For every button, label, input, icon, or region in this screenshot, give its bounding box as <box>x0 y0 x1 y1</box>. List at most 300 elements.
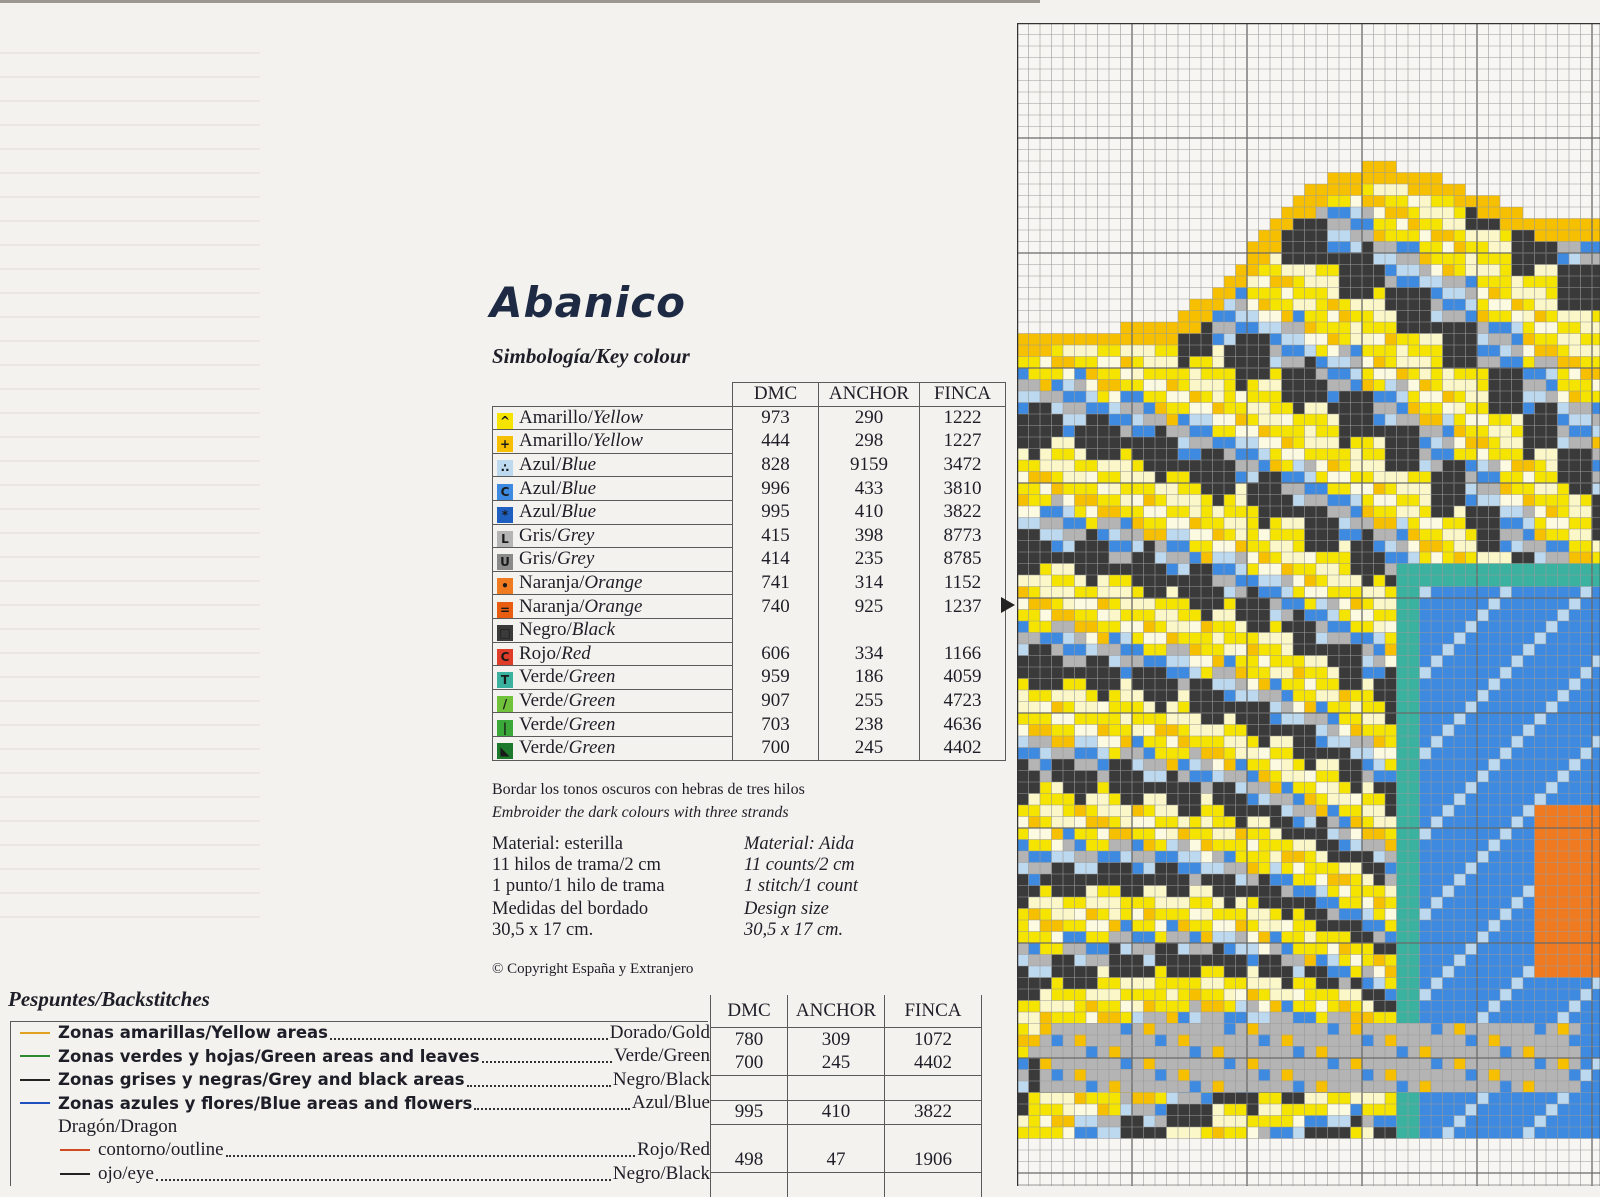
chart-stitch <box>1535 932 1547 944</box>
chart-stitch <box>1569 483 1581 495</box>
chart-stitch <box>1155 943 1167 955</box>
chart-stitch <box>1282 207 1294 219</box>
chart-stitch <box>1466 529 1478 541</box>
chart-stitch <box>1408 1127 1420 1139</box>
chart-stitch <box>1063 897 1075 909</box>
chart-stitch <box>1270 230 1282 242</box>
chart-stitch <box>1063 656 1075 668</box>
chart-stitch <box>1431 1001 1443 1013</box>
chart-stitch <box>1305 794 1317 806</box>
chart-stitch <box>1190 541 1202 553</box>
chart-stitch <box>1362 184 1374 196</box>
chart-stitch <box>1408 690 1420 702</box>
chart-stitch <box>1144 1104 1156 1116</box>
chart-stitch <box>1397 748 1409 760</box>
chart-stitch <box>1236 966 1248 978</box>
chart-stitch <box>1569 1127 1581 1139</box>
chart-stitch <box>1489 311 1501 323</box>
chart-stitch <box>1328 426 1340 438</box>
chart-stitch <box>1546 874 1558 886</box>
chart-stitch <box>1109 483 1121 495</box>
chart-stitch <box>1489 575 1501 587</box>
chart-stitch <box>1305 656 1317 668</box>
chart-stitch <box>1236 564 1248 576</box>
chart-stitch <box>1305 587 1317 599</box>
chart-stitch <box>1017 897 1029 909</box>
chart-stitch <box>1029 989 1041 1001</box>
anchor-value: 410 <box>819 500 920 524</box>
chart-stitch <box>1328 886 1340 898</box>
chart-stitch <box>1512 1116 1524 1128</box>
chart-stitch <box>1535 518 1547 530</box>
chart-stitch <box>1121 1093 1133 1105</box>
chart-stitch <box>1075 575 1087 587</box>
chart-stitch <box>1339 759 1351 771</box>
chart-stitch <box>1454 495 1466 507</box>
chart-stitch <box>1328 230 1340 242</box>
chart-stitch <box>1351 529 1363 541</box>
chart-stitch <box>1477 794 1489 806</box>
chart-stitch <box>1512 932 1524 944</box>
chart-stitch <box>1362 817 1374 829</box>
chart-stitch <box>1017 794 1029 806</box>
chart-stitch <box>1305 989 1317 1001</box>
chart-stitch <box>1443 978 1455 990</box>
chart-stitch <box>1397 1012 1409 1024</box>
chart-stitch <box>1374 828 1386 840</box>
chart-stitch <box>1236 495 1248 507</box>
chart-stitch <box>1190 633 1202 645</box>
chart-stitch <box>1109 759 1121 771</box>
key-row <box>493 548 1006 572</box>
chart-stitch <box>1420 794 1432 806</box>
chart-stitch <box>1339 587 1351 599</box>
chart-stitch <box>1328 449 1340 461</box>
chart-stitch <box>1339 196 1351 208</box>
chart-stitch <box>1282 1058 1294 1070</box>
chart-stitch <box>1282 1035 1294 1047</box>
chart-stitch <box>1224 460 1236 472</box>
chart-stitch <box>1293 874 1305 886</box>
chart-stitch <box>1213 437 1225 449</box>
chart-stitch <box>1190 978 1202 990</box>
chart-stitch <box>1144 391 1156 403</box>
chart-stitch <box>1259 713 1271 725</box>
chart-stitch <box>1144 863 1156 875</box>
chart-stitch <box>1466 552 1478 564</box>
chart-stitch <box>1535 966 1547 978</box>
chart-stitch <box>1351 725 1363 737</box>
chart-stitch <box>1512 253 1524 265</box>
chart-stitch <box>1535 1116 1547 1128</box>
chart-stitch <box>1224 368 1236 380</box>
chart-stitch <box>1109 587 1121 599</box>
chart-stitch <box>1512 1012 1524 1024</box>
chart-stitch <box>1155 1023 1167 1035</box>
chart-stitch <box>1397 506 1409 518</box>
chart-stitch <box>1029 345 1041 357</box>
chart-stitch <box>1109 610 1121 622</box>
chart-stitch <box>1385 1058 1397 1070</box>
backstitch-table-row <box>711 1076 982 1101</box>
chart-stitch <box>1305 759 1317 771</box>
chart-stitch <box>1270 805 1282 817</box>
chart-stitch <box>1121 909 1133 921</box>
chart-stitch <box>1201 725 1213 737</box>
chart-stitch <box>1339 1012 1351 1024</box>
chart-stitch <box>1305 575 1317 587</box>
chart-stitch <box>1374 230 1386 242</box>
chart-stitch <box>1121 633 1133 645</box>
chart-stitch <box>1535 748 1547 760</box>
chart-stitch <box>1546 322 1558 334</box>
chart-stitch <box>1443 621 1455 633</box>
anchor-value: 9159 <box>819 453 920 477</box>
chart-stitch <box>1236 644 1248 656</box>
chart-stitch <box>1466 851 1478 863</box>
chart-stitch <box>1351 483 1363 495</box>
chart-stitch <box>1052 817 1064 829</box>
chart-stitch <box>1178 587 1190 599</box>
chart-stitch <box>1443 817 1455 829</box>
chart-stitch <box>1569 391 1581 403</box>
chart-stitch <box>1477 357 1489 369</box>
chart-stitch <box>1144 552 1156 564</box>
chart-stitch <box>1029 587 1041 599</box>
chart-stitch <box>1270 943 1282 955</box>
chart-stitch <box>1385 874 1397 886</box>
chart-stitch <box>1236 1001 1248 1013</box>
bs-col-anchor: ANCHOR <box>788 995 885 1028</box>
chart-stitch <box>1155 644 1167 656</box>
chart-stitch <box>1535 690 1547 702</box>
chart-stitch <box>1132 1046 1144 1058</box>
chart-stitch <box>1420 207 1432 219</box>
chart-stitch <box>1052 621 1064 633</box>
chart-stitch <box>1523 483 1535 495</box>
chart-stitch <box>1293 920 1305 932</box>
chart-stitch <box>1109 368 1121 380</box>
chart-stitch <box>1569 541 1581 553</box>
chart-stitch <box>1397 518 1409 530</box>
chart-stitch <box>1270 1104 1282 1116</box>
chart-stitch <box>1374 219 1386 231</box>
chart-stitch <box>1512 414 1524 426</box>
chart-stitch <box>1328 460 1340 472</box>
chart-stitch <box>1155 621 1167 633</box>
chart-stitch <box>1397 805 1409 817</box>
chart-stitch <box>1569 460 1581 472</box>
chart-stitch <box>1362 288 1374 300</box>
color-en: Black <box>572 619 615 640</box>
chart-stitch <box>1029 506 1041 518</box>
chart-stitch <box>1592 1081 1600 1093</box>
chart-stitch <box>1523 391 1535 403</box>
chart-stitch <box>1477 909 1489 921</box>
chart-stitch <box>1443 1012 1455 1024</box>
chart-stitch <box>1247 955 1259 967</box>
chart-stitch <box>1500 713 1512 725</box>
chart-stitch <box>1144 460 1156 472</box>
chart-stitch <box>1328 265 1340 277</box>
chart-stitch <box>1282 518 1294 530</box>
chart-stitch <box>1339 1023 1351 1035</box>
chart-stitch <box>1305 564 1317 576</box>
chart-stitch <box>1316 633 1328 645</box>
chart-stitch <box>1029 391 1041 403</box>
chart-stitch <box>1132 978 1144 990</box>
chart-stitch <box>1224 840 1236 852</box>
chart-stitch <box>1213 920 1225 932</box>
chart-stitch <box>1592 1012 1600 1024</box>
chart-stitch <box>1454 265 1466 277</box>
chart-stitch <box>1224 955 1236 967</box>
chart-stitch <box>1132 932 1144 944</box>
chart-stitch <box>1282 472 1294 484</box>
chart-stitch <box>1282 943 1294 955</box>
chart-stitch <box>1305 909 1317 921</box>
chart-stitch <box>1282 955 1294 967</box>
chart-stitch <box>1144 1058 1156 1070</box>
chart-stitch <box>1362 311 1374 323</box>
chart-stitch <box>1351 782 1363 794</box>
chart-stitch <box>1190 874 1202 886</box>
chart-stitch <box>1477 472 1489 484</box>
chart-stitch <box>1420 1069 1432 1081</box>
chart-stitch <box>1040 575 1052 587</box>
chart-stitch <box>1454 219 1466 231</box>
chart-stitch <box>1466 1093 1478 1105</box>
chart-stitch <box>1017 874 1029 886</box>
chart-stitch <box>1075 506 1087 518</box>
chart-stitch <box>1305 748 1317 760</box>
chart-stitch <box>1167 978 1179 990</box>
chart-stitch <box>1328 1058 1340 1070</box>
chart-stitch <box>1339 564 1351 576</box>
chart-stitch <box>1213 633 1225 645</box>
chart-stitch <box>1339 736 1351 748</box>
chart-stitch <box>1109 748 1121 760</box>
chart-stitch <box>1500 805 1512 817</box>
chart-stitch <box>1466 207 1478 219</box>
chart-stitch <box>1546 725 1558 737</box>
chart-stitch <box>1489 713 1501 725</box>
chart-stitch <box>1017 472 1029 484</box>
chart-stitch <box>1512 587 1524 599</box>
chart-stitch <box>1086 794 1098 806</box>
chart-stitch <box>1144 518 1156 530</box>
chart-stitch <box>1500 575 1512 587</box>
chart-stitch <box>1098 943 1110 955</box>
chart-stitch <box>1454 736 1466 748</box>
chart-stitch <box>1155 989 1167 1001</box>
chart-stitch <box>1477 851 1489 863</box>
chart-stitch <box>1167 702 1179 714</box>
chart-stitch <box>1098 541 1110 553</box>
chart-stitch <box>1213 621 1225 633</box>
chart-stitch <box>1293 633 1305 645</box>
chart-stitch <box>1213 1001 1225 1013</box>
chart-stitch <box>1523 1001 1535 1013</box>
chart-stitch <box>1213 897 1225 909</box>
chart-stitch <box>1351 1116 1363 1128</box>
chart-stitch <box>1098 506 1110 518</box>
chart-stitch <box>1592 1070 1600 1082</box>
chart-stitch <box>1351 564 1363 576</box>
chart-stitch <box>1293 748 1305 760</box>
color-es: Naranja <box>519 572 579 593</box>
chart-stitch <box>1489 529 1501 541</box>
chart-stitch <box>1247 460 1259 472</box>
chart-stitch <box>1017 1047 1029 1059</box>
chart-stitch <box>1558 483 1570 495</box>
chart-stitch <box>1178 529 1190 541</box>
chart-stitch <box>1443 1023 1455 1035</box>
chart-stitch <box>1535 840 1547 852</box>
chart-stitch <box>1247 989 1259 1001</box>
chart-stitch <box>1259 322 1271 334</box>
chart-stitch <box>1305 437 1317 449</box>
chart-stitch <box>1121 495 1133 507</box>
chart-stitch <box>1339 242 1351 254</box>
chart-stitch <box>1489 817 1501 829</box>
chart-stitch <box>1558 495 1570 507</box>
chart-stitch <box>1259 690 1271 702</box>
chart-stitch <box>1512 909 1524 921</box>
chart-stitch <box>1408 265 1420 277</box>
chart-stitch <box>1029 334 1041 346</box>
chart-stitch <box>1316 874 1328 886</box>
chart-stitch <box>1017 1070 1029 1082</box>
key-color-name: / Verde/Green <box>493 689 733 713</box>
chart-stitch <box>1075 564 1087 576</box>
chart-stitch <box>1431 173 1443 185</box>
chart-stitch <box>1086 713 1098 725</box>
chart-stitch <box>1512 311 1524 323</box>
bs-dmc-value: 780 <box>711 1028 788 1052</box>
chart-stitch <box>1316 207 1328 219</box>
chart-stitch <box>1443 219 1455 231</box>
chart-stitch <box>1155 541 1167 553</box>
color-en: Green <box>569 690 616 711</box>
chart-stitch <box>1592 1058 1600 1070</box>
chart-stitch <box>1029 575 1041 587</box>
chart-stitch <box>1213 851 1225 863</box>
chart-stitch <box>1224 713 1236 725</box>
chart-stitch <box>1144 357 1156 369</box>
chart-stitch <box>1454 610 1466 622</box>
chart-stitch <box>1569 322 1581 334</box>
chart-stitch <box>1535 1012 1547 1024</box>
chart-stitch <box>1408 196 1420 208</box>
chart-stitch <box>1282 1046 1294 1058</box>
chart-stitch <box>1086 633 1098 645</box>
chart-stitch <box>1477 506 1489 518</box>
chart-stitch <box>1339 368 1351 380</box>
chart-stitch <box>1339 449 1351 461</box>
chart-stitch <box>1477 403 1489 415</box>
material-line: Material: Aida <box>744 834 858 855</box>
chart-stitch <box>1132 472 1144 484</box>
chart-stitch <box>1500 667 1512 679</box>
chart-stitch <box>1052 529 1064 541</box>
chart-stitch <box>1328 771 1340 783</box>
chart-stitch <box>1167 943 1179 955</box>
chart-stitch <box>1385 633 1397 645</box>
chart-stitch <box>1247 851 1259 863</box>
chart-stitch <box>1443 207 1455 219</box>
chart-stitch <box>1316 345 1328 357</box>
chart-stitch <box>1017 725 1029 737</box>
chart-stitch <box>1293 575 1305 587</box>
color-es: Amarillo <box>519 407 588 428</box>
chart-stitch <box>1397 863 1409 875</box>
chart-stitch <box>1374 943 1386 955</box>
chart-stitch <box>1408 414 1420 426</box>
chart-stitch <box>1224 644 1236 656</box>
chart-stitch <box>1408 587 1420 599</box>
chart-stitch <box>1259 541 1271 553</box>
chart-stitch <box>1431 483 1443 495</box>
chart-stitch <box>1132 1104 1144 1116</box>
chart-stitch <box>1397 552 1409 564</box>
chart-stitch <box>1489 472 1501 484</box>
chart-stitch <box>1420 368 1432 380</box>
chart-stitch <box>1075 1058 1087 1070</box>
chart-stitch <box>1328 644 1340 656</box>
chart-stitch <box>1558 725 1570 737</box>
chart-stitch <box>1155 702 1167 714</box>
chart-stitch <box>1477 736 1489 748</box>
chart-stitch <box>1190 322 1202 334</box>
chart-stitch <box>1144 794 1156 806</box>
chart-stitch <box>1190 1001 1202 1013</box>
chart-stitch <box>1374 978 1386 990</box>
chart-stitch <box>1155 736 1167 748</box>
chart-stitch <box>1109 564 1121 576</box>
backstitch-table-row <box>711 1028 982 1052</box>
chart-stitch <box>1351 1069 1363 1081</box>
chart-stitch <box>1500 391 1512 403</box>
chart-stitch <box>1132 552 1144 564</box>
chart-stitch <box>1167 748 1179 760</box>
chart-stitch <box>1305 610 1317 622</box>
chart-stitch <box>1155 610 1167 622</box>
chart-stitch <box>1305 219 1317 231</box>
dmc-value: 606 <box>733 642 819 666</box>
chart-stitch <box>1144 805 1156 817</box>
chart-stitch <box>1144 587 1156 599</box>
chart-stitch <box>1546 656 1558 668</box>
chart-stitch <box>1523 644 1535 656</box>
chart-stitch <box>1178 552 1190 564</box>
chart-stitch <box>1086 552 1098 564</box>
chart-stitch <box>1569 575 1581 587</box>
chart-stitch <box>1546 414 1558 426</box>
chart-stitch <box>1489 978 1501 990</box>
chart-stitch <box>1190 460 1202 472</box>
key-row <box>493 430 1006 454</box>
chart-stitch <box>1523 1035 1535 1047</box>
chart-stitch <box>1420 725 1432 737</box>
chart-stitch <box>1167 909 1179 921</box>
chart-stitch <box>1454 483 1466 495</box>
chart-stitch <box>1443 311 1455 323</box>
chart-stitch <box>1397 598 1409 610</box>
chart-stitch <box>1293 759 1305 771</box>
chart-stitch <box>1063 817 1075 829</box>
chart-stitch <box>1201 518 1213 530</box>
